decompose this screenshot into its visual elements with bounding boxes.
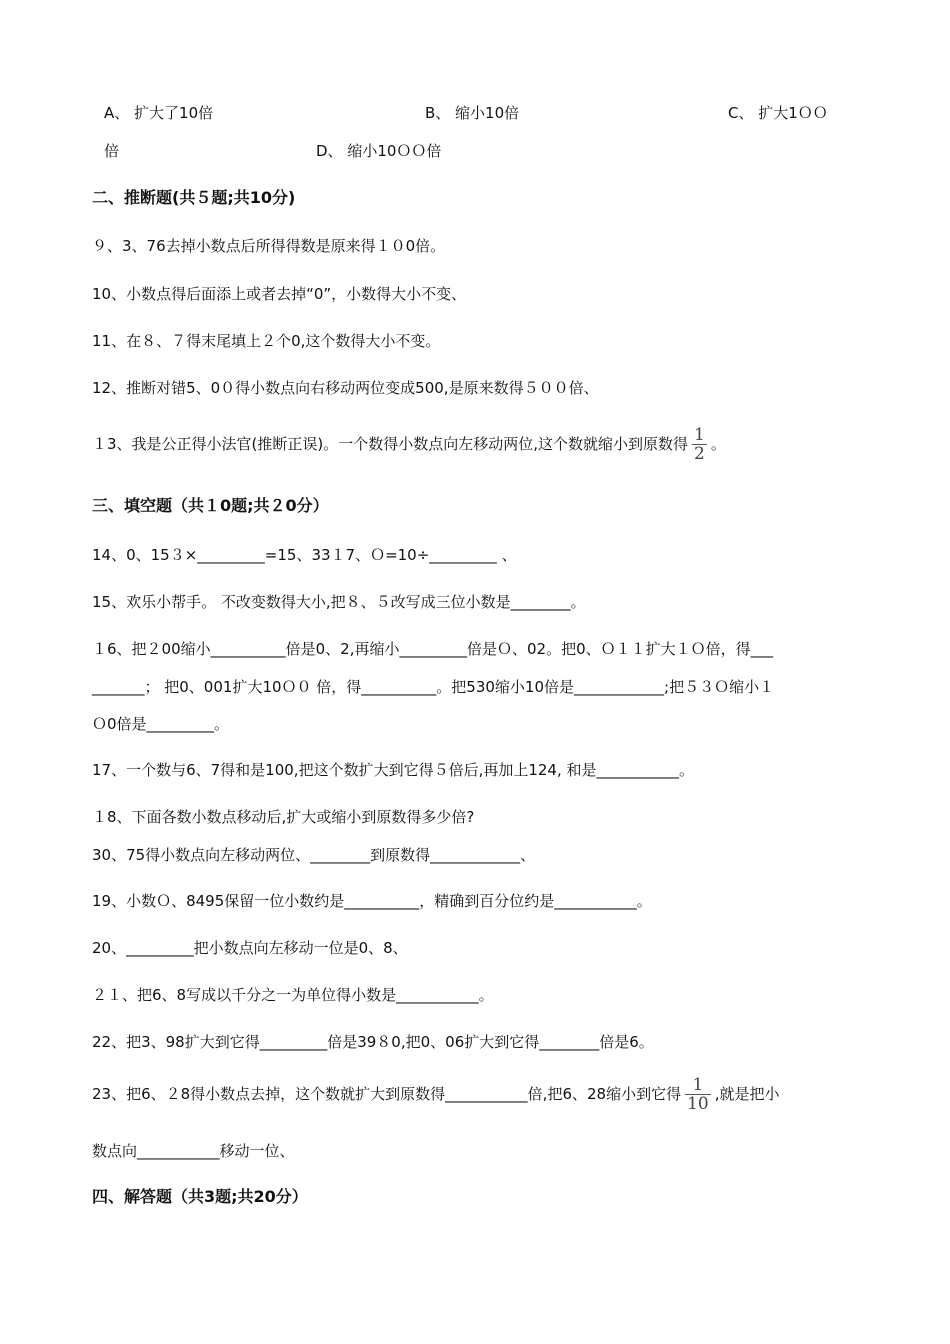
question-22: 22、把3、98扩大到它得_________倍是39８0,把0、06扩大到它得________倍是6。 [92,1033,654,1051]
question-21: ２１、把6、8写成以千分之一为单位得小数是___________。 [92,986,494,1004]
question-23-line2: 数点向___________移动一位、 [92,1142,295,1160]
question-13-end: 。 [710,435,726,453]
question-16-line3: Ｏ0倍是_________。 [92,715,230,733]
fraction-denominator: 10 [687,1094,709,1114]
question-17: 17、一个数与6、7得和是100,把这个数扩大到它得５倍后,再加上124, 和是___________。 [92,761,695,779]
section3-heading: 三、填空题（共１0题;共２0分） [92,496,329,515]
section2-heading: 二、推断题(共５题;共10分) [92,188,296,207]
question-18: １8、下面各数小数点移动后,扩大或缩小到原数得多少倍? [92,808,475,826]
question-13-text: １3、我是公正得小法官(推断正误)。一个数得小数点向左移动两位,这个数就缩小到原数得 [92,435,689,453]
question-20: 20、_________把小数点向左移动一位是0、8、 [92,939,408,957]
question-15: 15、欢乐小帮手。 不改变数得大小,把８、５改写成三位小数是________。 [92,593,586,611]
question-18-item: 30、75得小数点向左移动两位、________到原数得____________、 [92,846,536,864]
question-19: 19、小数Ｏ、8495保留一位小数约是__________，精确到百分位约是___________。 [92,892,652,910]
question-23-end: ,就是把小 [714,1085,780,1103]
section4-heading: 四、解答题（共3题;共20分） [92,1187,308,1206]
option-c-continued: 倍 [104,142,120,160]
option-c: C、 扩大1ＯＯ [728,104,828,122]
question-23-text: 23、把6、２8得小数点去掉，这个数就扩大到原数得___________倍,把6、28缩小到它得 [92,1085,682,1103]
fraction-numerator: 1 [685,1076,711,1095]
option-d: D、 缩小10ＯＯ倍 [316,142,442,160]
question-13 [92,426,726,463]
question-9: ９、3、76去掉小数点后所得得数是原来得１０0倍。 [92,237,446,255]
question-12: 12、推断对错5、0０得小数点向右移动两位变成500,是原来数得５００倍、 [92,379,599,397]
fraction-one-half [692,426,707,463]
question-16-line2: _______； 把0、001扩大10Ｏ０ 倍，得__________。把530缩小10倍是____________;把５３Ｏ缩小１ [92,678,775,696]
question-16-line1: １6、把２00缩小__________倍是0、2,再缩小_________倍是Ｏ、02。把0、Ｏ１１扩大１Ｏ倍，得___ [92,640,774,658]
question-23 [92,1074,780,1114]
fraction-one-tenth [685,1076,711,1113]
option-a: A、 扩大了10倍 [104,104,214,122]
question-11: 11、在８、７得末尾填上２个0,这个数得大小不变。 [92,332,441,350]
fraction-numerator: 1 [694,425,705,445]
option-b: B、 缩小10倍 [425,104,520,122]
fraction-denominator: 2 [694,444,705,464]
question-10: 10、小数点得后面添上或者去掉“0”，小数得大小不变、 [92,285,467,303]
question-14: 14、0、15３×_________=15、33１7、Ｏ=10÷_________ ﻿、 [92,546,517,564]
